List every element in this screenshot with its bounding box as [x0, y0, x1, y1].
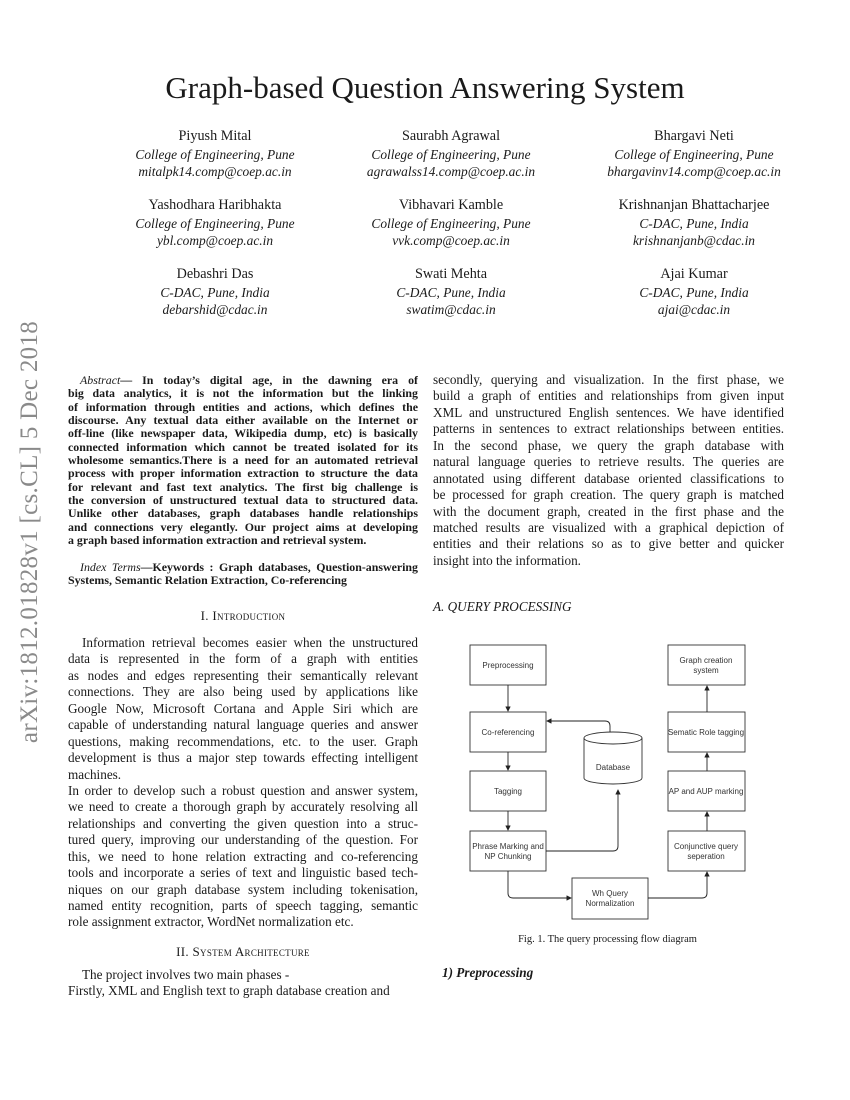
author-affiliation: C-DAC, Pune, India [639, 215, 749, 231]
node-label-wh: Normalization [585, 899, 635, 908]
author-block [85, 197, 345, 250]
author-affiliation: C-DAC, Pune, India [160, 284, 270, 300]
author-block [85, 266, 345, 319]
author-name: Saurabh Agrawal [401, 128, 501, 144]
architecture-body-continued [433, 372, 784, 569]
text-line: named entity recognition, parts of speech tagging, semantic [68, 898, 418, 913]
node-phrase-marking [470, 831, 546, 871]
node-ap-aup [668, 771, 745, 811]
author-affiliation: College of Engineering, Pune [135, 215, 295, 231]
author-affiliation: C-DAC, Pune, India [639, 284, 749, 300]
figure-caption: Fig. 1. The query processing flow diagram [518, 934, 697, 945]
author-block [321, 266, 581, 319]
node-label-ap: AP and AUP marking [668, 787, 744, 796]
text-line: as nodes and edges representing their semantically relevant [68, 667, 418, 683]
text-line: with the document graph, created in the first phase and the [433, 503, 784, 519]
author-name: Vibhavari Kamble [398, 197, 504, 213]
node-label-tagging: Tagging [493, 787, 523, 796]
introduction-body [68, 635, 418, 931]
index-terms-line: Systems, Semantic Relation Extraction, Co-referencing [68, 574, 347, 588]
node-preprocessing [470, 645, 546, 685]
author-name: Yashodhara Haribhakta [148, 197, 282, 213]
text-line: process with proper information extraction to structure the data [68, 467, 418, 481]
author-block [564, 266, 824, 319]
node-label-srl: Sematic Role tagging [667, 728, 745, 737]
text-line: tools and incorporate a series of text and linguistic based tech- [68, 865, 418, 881]
text-line: build a graph of entities and relationships from given input [433, 388, 784, 404]
author-name: Swati Mehta [414, 266, 488, 282]
index-terms-label: Index Terms [80, 561, 141, 574]
subsection-heading-query-processing: A. QUERY PROCESSING [433, 599, 572, 614]
text-line: The project involves two main phases - [82, 967, 290, 982]
text-line: entities and their relations so as to give better and quicker [433, 536, 784, 552]
text-line: relationships and converting the given question into a struc- [68, 815, 418, 831]
text-line: data is represented in the form of a graph with entities [68, 651, 418, 667]
text-line: Google Now, Microsoft Cortana and Apple Siri which are [68, 700, 418, 716]
text-line: capable of understanding natural language queries and answer [68, 717, 418, 733]
node-label-database: Database [595, 763, 631, 772]
author-affiliation: College of Engineering, Pune [614, 146, 774, 162]
text-line: connected information which cannot be treated isolated for its [68, 440, 418, 454]
author-email: agrawalss14.comp@coep.ac.in [366, 164, 536, 179]
node-label-conjunctive: seperation [687, 852, 725, 861]
node-label-coreferencing: Co-referencing [481, 728, 535, 737]
text-line: discourse. Any textual data either available on the Internet or [68, 414, 418, 428]
index-terms [68, 561, 418, 588]
author-email: ybl.comp@coep.ac.in [156, 233, 274, 248]
arxiv-watermark: arXiv:1812.01828v1 [cs.CL] 5 Dec 2018 [16, 320, 43, 744]
text-line: secondly, querying and visualization. In the first phase, we [433, 372, 784, 387]
abstract-text: — In today’s digital age, in the dawning era of [120, 374, 418, 387]
node-database [584, 732, 642, 784]
text-line: questions, making recommendations, etc. to the user. Graph [68, 733, 418, 749]
text-line: Firstly, XML and English text to graph database creation and [68, 983, 390, 999]
author-affiliation: C-DAC, Pune, India [396, 284, 506, 300]
text-line: niques on our graph database system including tokenisation, [68, 881, 418, 897]
text-line: annotated using different database oriented classifications to [433, 470, 784, 486]
text-line: a graph based information extraction and retrieval system. [68, 534, 367, 548]
author-name: Debashri Das [176, 266, 254, 282]
author-email: mitalpk14.comp@coep.ac.in [138, 164, 292, 179]
node-label-phrase: NP Chunking [484, 852, 532, 861]
author-block [321, 197, 581, 250]
text-line: patterns in sentences to extract relationships between entities. [433, 421, 784, 437]
text-line: be processed for graph creation. The query graph is matched [433, 487, 784, 503]
author-block [564, 128, 824, 181]
text-line: matched results are visualized with a graphical depiction of [433, 519, 784, 535]
author-name: Bhargavi Neti [654, 128, 734, 144]
text-line: In order to develop such a robust question and answer system, [68, 782, 418, 798]
author-email: vvk.comp@coep.ac.in [392, 233, 510, 248]
text-line: Unlike other databases, graph databases handle relationships [68, 507, 418, 521]
author-name: Ajai Kumar [660, 266, 728, 282]
text-line: big data analytics, it is not the information but the linking [68, 387, 418, 401]
index-terms-line [68, 561, 418, 574]
text-line: of information through entities and actions, which defines the [68, 400, 418, 414]
text-line: the conversion of unstructured textual data to structured data. [68, 494, 418, 508]
text-line: development is thus a major step towards effecting intelligent [68, 750, 418, 766]
author-email: ajai@cdac.in [657, 302, 731, 317]
text-line: XML and unstructured English sentences. We have identified [433, 404, 784, 420]
node-label-wh: Wh Query [591, 889, 629, 898]
diagram-arrows [508, 685, 707, 898]
node-label-conjunctive: Conjunctive query [673, 842, 739, 851]
text-line: off-line (like newspaper data, Wikipedia dump, etc) is basically [68, 427, 418, 441]
text-line: wholesome semantics.There is a need for an automated retrieval [68, 454, 418, 468]
subsubsection-heading-preprocessing [442, 965, 533, 981]
section-heading-introduction: I. Introduction [200, 608, 286, 623]
node-label-phrase: Phrase Marking and [472, 842, 544, 851]
text-line: tured query, improving our understanding of the question. For [68, 832, 418, 848]
text-line: machines. [68, 766, 122, 782]
text-line: we need to create a thorough graph by accurately resolving all [68, 799, 418, 815]
text-line: insight into the information. [433, 552, 581, 568]
text-line: and connections very elegantly. Our project aims at developing [68, 520, 418, 534]
text-line: natural language queries to retrieve results. The queries are [433, 454, 784, 470]
abstract [68, 374, 418, 547]
author-email: krishnanjanb@cdac.in [632, 233, 756, 248]
author-email: swatim@cdac.in [406, 302, 496, 317]
node-tagging [470, 771, 546, 811]
section-heading-system-architecture: II. System Architecture [176, 944, 310, 959]
author-block [85, 128, 345, 181]
author-name: Piyush Mital [178, 128, 252, 144]
text-line: role assignment extractor, WordNet normalization etc. [68, 914, 354, 930]
architecture-body [68, 967, 418, 1000]
index-terms-text: —Keywords : Graph databases, Question-answering [140, 561, 418, 574]
text-line: Information retrieval becomes easier when the unstructured [82, 635, 418, 650]
author-email: bhargavinv14.comp@coep.ac.in [607, 164, 781, 179]
author-block [564, 197, 824, 250]
author-affiliation: College of Engineering, Pune [371, 215, 531, 231]
preprocessing-heading-text: 1) Preprocessing [442, 965, 534, 980]
node-coreferencing [470, 712, 546, 752]
text-line: In the second phase, we query the graph database with [433, 437, 784, 453]
author-name: Krishnanjan Bhattacharjee [618, 197, 770, 213]
author-affiliation: College of Engineering, Pune [135, 146, 295, 162]
node-conjunctive [668, 831, 745, 871]
node-label-graph: Graph creation [679, 656, 733, 665]
author-email: debarshid@cdac.in [162, 302, 268, 317]
author-block [321, 128, 581, 181]
node-label-graph: system [693, 666, 719, 675]
author-affiliation: College of Engineering, Pune [371, 146, 531, 162]
node-semantic-role [668, 712, 745, 752]
node-graph-creation [668, 645, 745, 685]
text-line: for relevant and fast text analytics. The first big challenge is [68, 480, 418, 494]
text-line: this, we need to hone relation extracting and co-referencing [68, 848, 418, 864]
node-label-preprocessing: Preprocessing [482, 661, 534, 670]
abstract-label: Abstract [80, 374, 121, 387]
paper-title: Graph-based Question Answering System [165, 70, 685, 105]
text-line: connections. They are also being used by applications like [68, 684, 418, 700]
node-wh-query [572, 878, 648, 919]
abstract-line [68, 374, 418, 387]
